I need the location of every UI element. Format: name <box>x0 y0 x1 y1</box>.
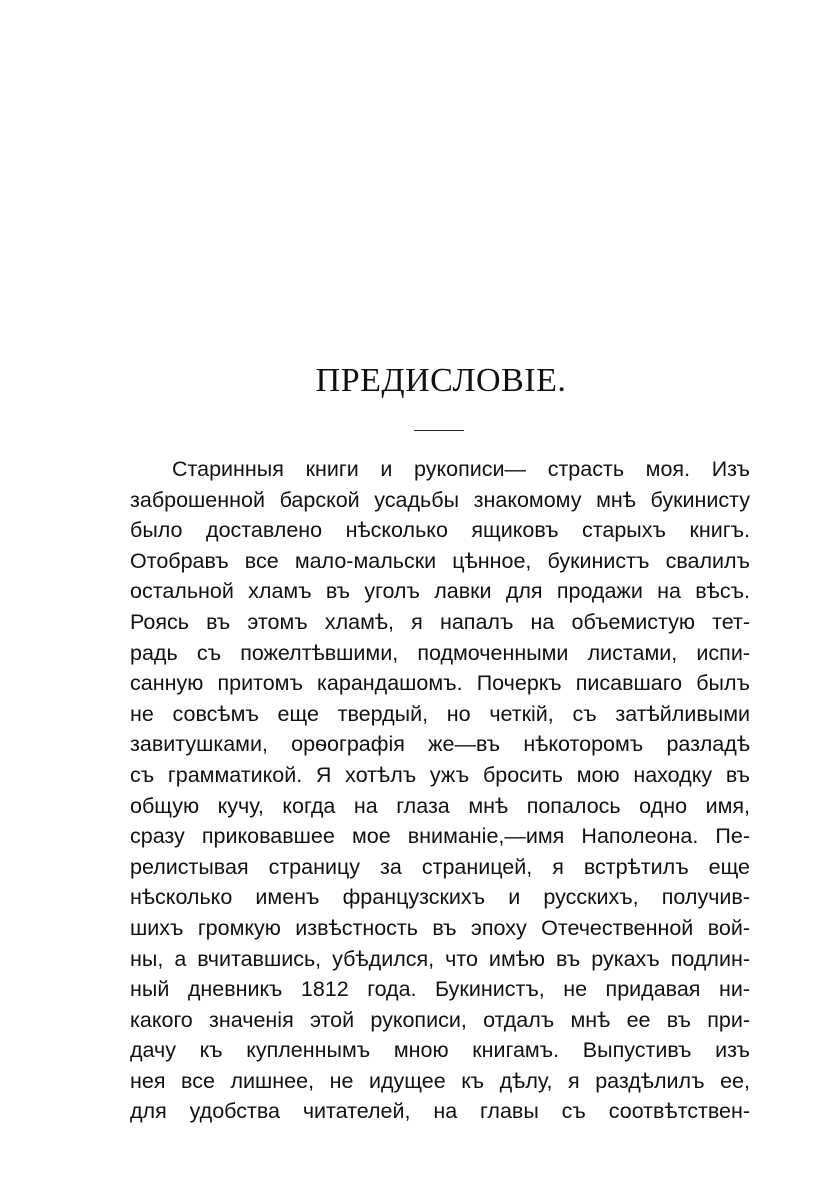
text-line: заброшенной барской усадьбы знакомому мнѣ букинисту <box>130 487 750 512</box>
text-line: Отобравъ все мало-мальски цѣнное, букинистъ свалилъ <box>130 548 750 573</box>
text-line: ны, а вчитавшись, убѣдился, что имѣю въ рукахъ подлин- <box>130 946 750 971</box>
text-line: шихъ громкую извѣстность въ эпоху Отечественной вой- <box>130 915 750 940</box>
title-divider <box>414 430 464 431</box>
text-line: съ грамматикой. Я хотѣлъ ужъ бросить мою находку въ <box>130 762 750 787</box>
text-line: ный дневникъ 1812 года. Букинистъ, не придавая ни- <box>130 977 750 1002</box>
text-line: было доставлено нѣсколько ящиковъ старыхъ книгъ. <box>130 518 750 543</box>
body-text <box>130 454 750 1127</box>
text-line: Роясь въ этомъ хламѣ, я напалъ на объемистую тет- <box>130 609 750 634</box>
text-line: для удобства читателей, на главы съ соотвѣтствен- <box>130 1099 750 1124</box>
text-line: сразу приковавшее мое вниманіе,—имя Наполеона. Пе- <box>130 824 750 849</box>
text-line: санную притомъ карандашомъ. Почеркъ писавшаго былъ <box>130 671 750 696</box>
text-line: нея все лишнее, не идущее къ дѣлу, я раздѣлилъ ее, <box>130 1068 750 1093</box>
text-line: дачу къ купленнымъ мною книгамъ. Выпустивъ изъ <box>130 1038 750 1063</box>
text-line: не совсѣмъ еще твердый, но четкій, съ затѣйливыми <box>130 701 750 726</box>
text-line: какого значенія этой рукописи, отдалъ мнѣ ее въ при- <box>130 1007 750 1032</box>
text-line: Старинныя книги и рукописи— страсть моя. Изъ <box>172 457 750 481</box>
page-title: ПРЕДИСЛОВІЕ. <box>315 362 567 399</box>
text-line: остальной хламъ въ уголъ лавки для продажи на вѣсъ. <box>130 579 750 604</box>
text-line: общую кучу, когда на глаза мнѣ попалось одно имя, <box>130 793 750 818</box>
text-line: радь съ пожелтѣвшими, подмоченными листами, испи- <box>130 640 750 665</box>
text-line: нѣсколько именъ французскихъ и русскихъ, получив- <box>130 885 750 910</box>
text-line: релистывая страницу за страницей, я встрѣтилъ еще <box>130 854 750 879</box>
text-line: завитушками, орѳографія же—въ нѣкоторомъ разладѣ <box>130 732 750 757</box>
